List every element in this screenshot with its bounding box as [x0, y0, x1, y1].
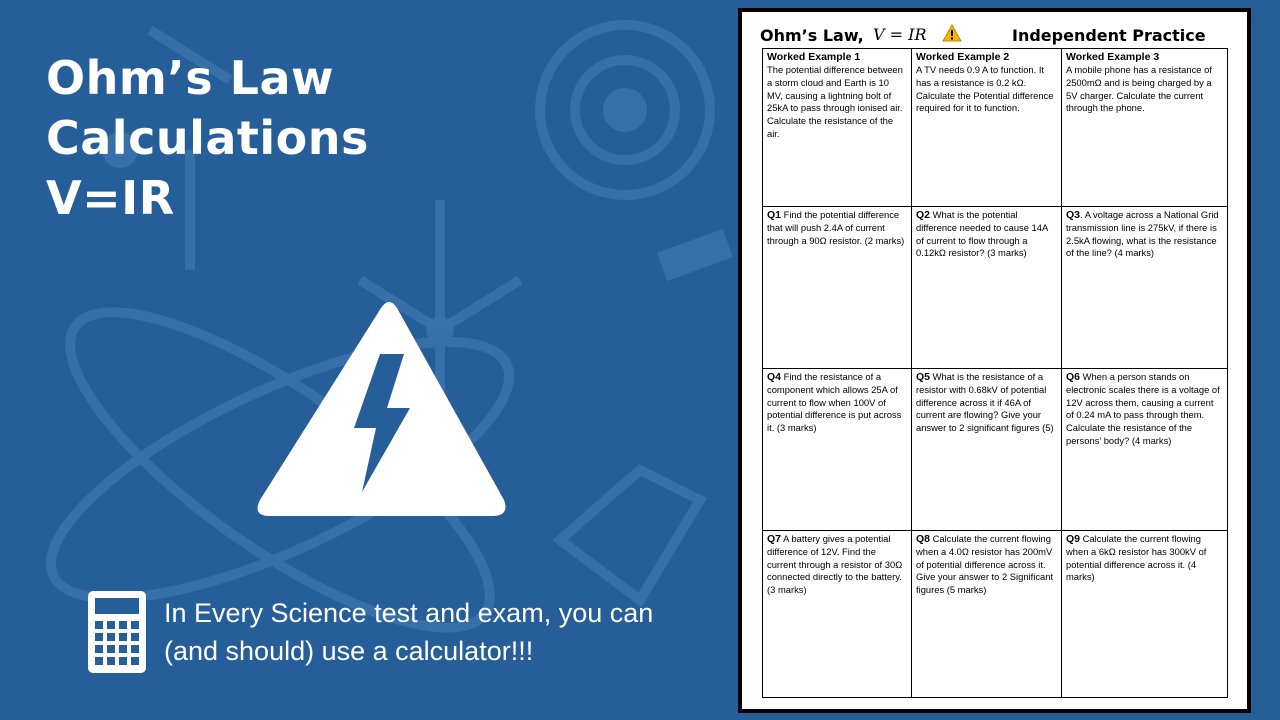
question-number: Q7 [767, 533, 782, 545]
question-grid [762, 48, 1228, 698]
question-number: Q3 [1066, 209, 1081, 221]
worked-example-1 [763, 49, 912, 207]
worksheet-title: Ohm’s Law, [760, 26, 864, 45]
question-text: What is the potential difference needed to cause 14A of current to flow through a 0.12kΩ resistor? (3 marks) [916, 209, 1048, 259]
slide-title-line-2: Calculations [46, 111, 369, 165]
question-9 [1062, 531, 1227, 697]
question-text: A battery gives a potential difference of 12V. Find the current through a resistor of 30Ω connected directly to the battery. (3 marks) [767, 533, 903, 596]
slide-title-line-1: Ohm’s Law [46, 51, 335, 105]
question-text: Calculate the current flowing when a 6kΩ resistor has 300kV of potential difference across it. (4 marks) [1066, 533, 1207, 583]
cell-heading: Worked Example 3 [1066, 51, 1160, 63]
question-text: Find the resistance of a component which allows 25A of current to flow when 100V of potential difference is put across it. (3 marks) [767, 371, 902, 434]
worksheet-subtitle: Independent Practice [1012, 26, 1206, 45]
question-1 [763, 207, 912, 369]
worked-example-2 [912, 49, 1062, 207]
warning-triangle-icon [942, 24, 962, 42]
question-number: Q5 [916, 371, 931, 383]
worked-example-3 [1062, 49, 1227, 207]
worksheet-header [760, 20, 1230, 48]
slide-title-line-3: V=IR [46, 171, 175, 225]
question-3 [1062, 207, 1227, 369]
question-text: Find the potential difference that will push 2.4A of current through a 90Ω resistor. (2 marks) [767, 209, 905, 246]
cell-text: The potential difference between a storm cloud and Earth is 10 MV, causing a lightning bolt of 25kA to pass through ionised air. Calculate the resistance of the air. [767, 64, 903, 139]
question-number: Q8 [916, 533, 931, 545]
worksheet-preview [738, 8, 1251, 713]
slide-title [46, 48, 369, 228]
question-number: Q1 [767, 209, 782, 221]
question-number: Q2 [916, 209, 931, 221]
question-text: . A voltage across a National Grid transmission line is 275kV, if there is 2.5kA flowing, what is the resistance of the line? (4 marks) [1066, 209, 1219, 259]
calculator-icon [88, 591, 146, 673]
worksheet-equation: V = IR [873, 25, 927, 44]
question-8 [912, 531, 1062, 697]
cell-text: A TV needs 0.9 A to function. It has a resistance is 0.2 kΩ. Calculate the Potential difference required for it to function. [916, 64, 1054, 114]
calculator-note: In Every Science test and exam, you can (and should) use a calculator!!! [164, 598, 654, 666]
question-text: What is the resistance of a resistor with 0.68kV of potential difference across it if 46A of current are flowing? Give your answer to 2 significant figures (5) [916, 371, 1054, 434]
question-text: When a person stands on electronic scales there is a voltage of 12V across them, causing a current of 0.24 mA to pass through them. Calculate the resistance of the persons’ body? (4 marks) [1066, 371, 1220, 446]
question-4 [763, 369, 912, 531]
question-number: Q4 [767, 371, 782, 383]
question-number: Q9 [1066, 533, 1081, 545]
question-7 [763, 531, 912, 697]
question-number: Q6 [1066, 371, 1081, 383]
question-5 [912, 369, 1062, 531]
cell-text: A mobile phone has a resistance of 2500mΩ and is being charged by a 5V charger. Calculate the current through the phone. [1066, 64, 1212, 114]
cell-heading: Worked Example 2 [916, 51, 1010, 63]
cell-heading: Worked Example 1 [767, 51, 861, 63]
question-text: Calculate the current flowing when a 4.0Ω resistor has 200mV of potential difference across it. Give your answer to 2 Significant figures (5 marks) [916, 533, 1054, 596]
question-2 [912, 207, 1062, 369]
question-6 [1062, 369, 1227, 531]
high-voltage-warning-icon [252, 296, 510, 522]
